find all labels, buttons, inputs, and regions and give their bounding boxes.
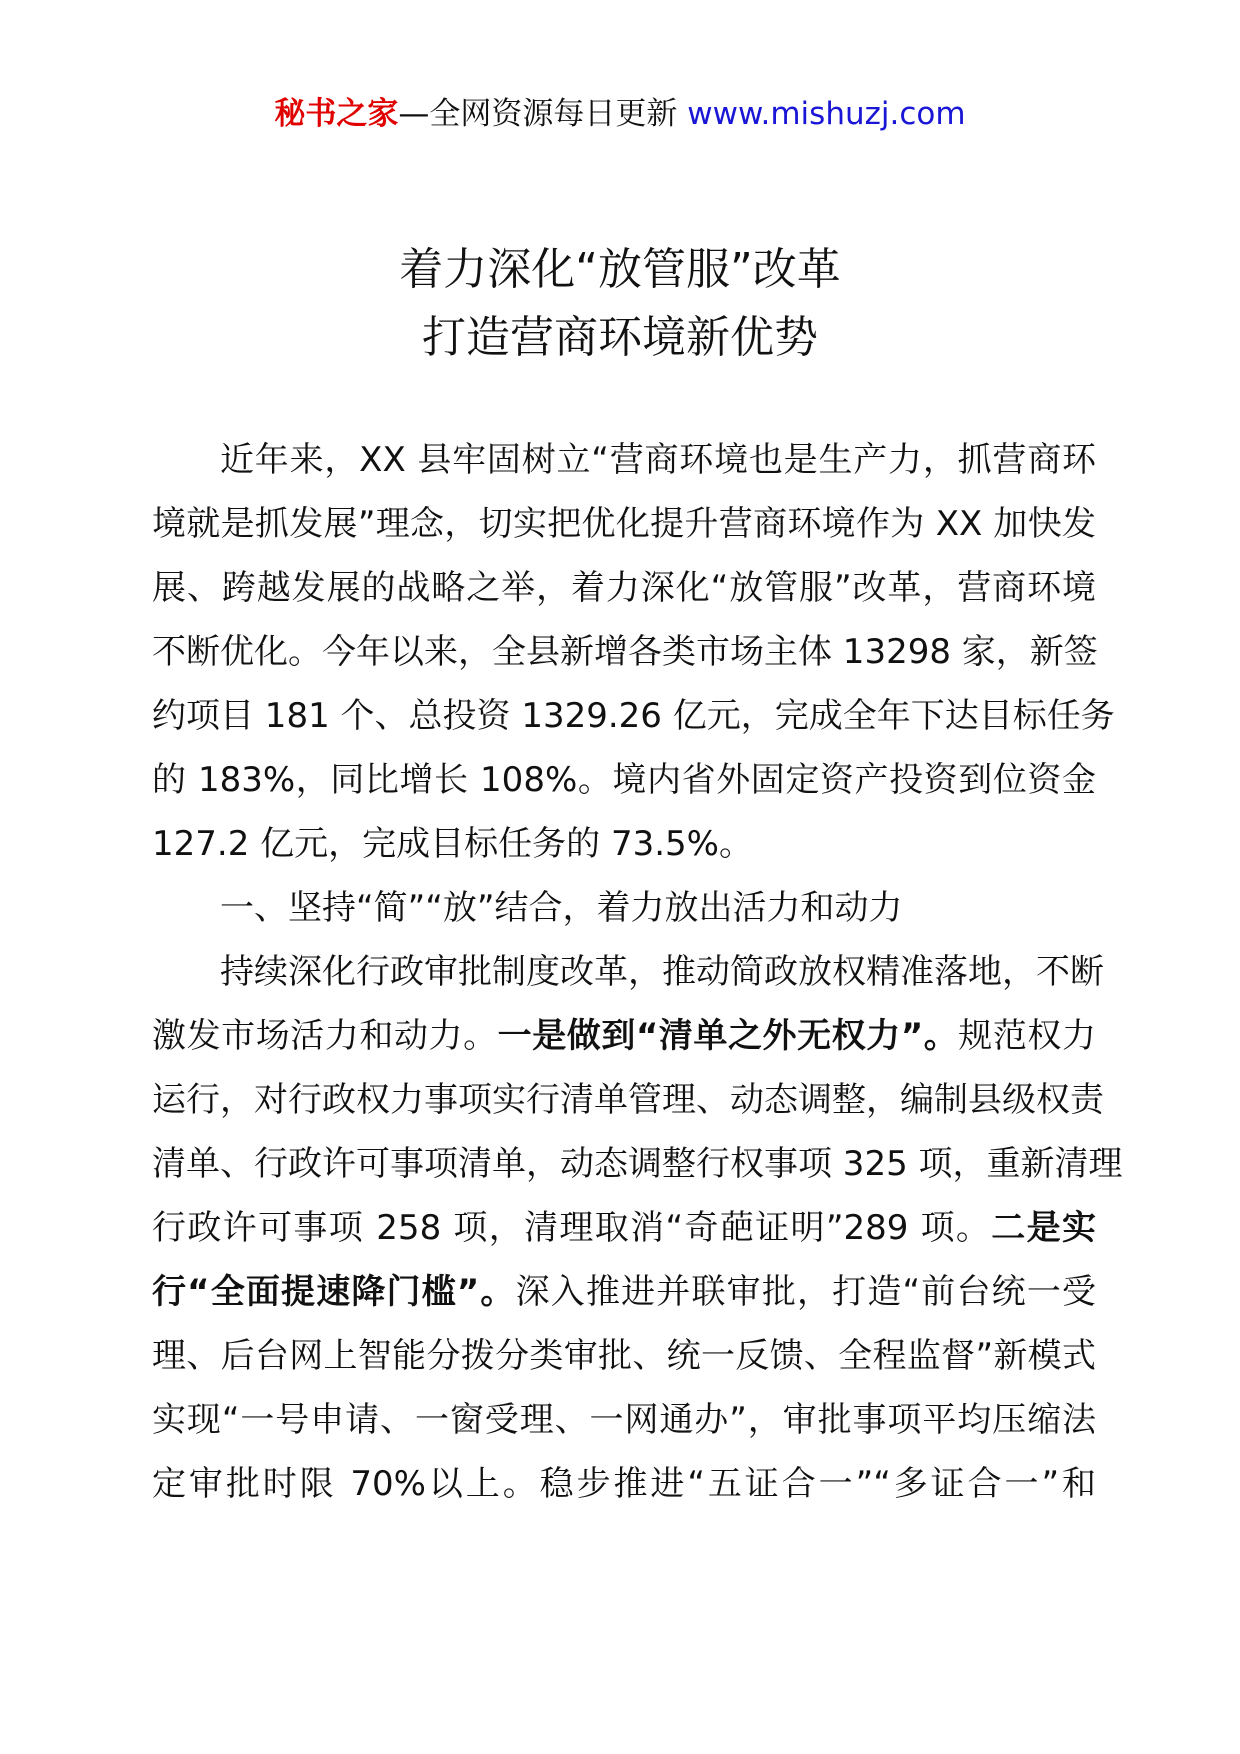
- bold-point-2-start: 二是实: [991, 1208, 1096, 1248]
- text-run: 深入推进并联审批，打造“前台统一受: [515, 1272, 1096, 1312]
- site-header: [0, 92, 1240, 136]
- paragraph-2-line: 持续深化行政审批制度改革，推动简政放权精准落地，不断: [220, 952, 1104, 992]
- text-run: 规范权力: [958, 1016, 1096, 1056]
- bold-point-2-end: 行“全面提速降门槛”。: [152, 1272, 516, 1312]
- paragraph-2-line: [152, 1004, 1096, 1068]
- paragraph-1-line: 境就是抓发展”理念，切实把优化提升营商环境作为 XX 加快发: [152, 504, 1096, 544]
- website-link[interactable]: www.mishuzj.com: [687, 96, 966, 132]
- paragraph-1-line: 约项目 181 个、总投资 1329.26 亿元，完成全年下达目标任务: [152, 696, 1115, 736]
- title-line-1: 着力深化“放管服”改革: [399, 244, 841, 295]
- paragraph-2-line: [152, 1260, 1096, 1324]
- bold-point-1: 一是做到“清单之外无权力”。: [497, 1016, 959, 1056]
- paragraph-1-line: 展、跨越发展的战略之举，着力深化“放管服”改革，营商环境: [152, 568, 1096, 608]
- document-title: [0, 236, 1240, 372]
- paragraph-2-line: 运行，对行政权力事项实行清单管理、动态调整，编制县级权责: [152, 1080, 1104, 1120]
- title-line-2: 打造营商环境新优势: [422, 312, 818, 363]
- header-tagline: —全网资源每日更新: [398, 96, 678, 132]
- paragraph-2-line: 定审批时限 70%以上。稳步推进“五证合一”“多证合一”和: [152, 1464, 1096, 1504]
- paragraph-2-line: 清单、行政许可事项清单，动态调整行权事项 325 项，重新清理: [152, 1144, 1123, 1184]
- paragraph-2-line: 理、后台网上智能分拨分类审批、统一反馈、全程监督”新模式: [152, 1336, 1096, 1376]
- paragraph-1-line: 的 183%，同比增长 108%。境内省外固定资产投资到位资金: [152, 760, 1096, 800]
- paragraph-1-line: 不断优化。今年以来，全县新增各类市场主体 13298 家，新签: [152, 632, 1098, 672]
- text-run: 行政许可事项 258 项，清理取消“奇葩证明”289 项。: [152, 1208, 992, 1248]
- paragraph-1-line: 127.2 亿元，完成目标任务的 73.5%。: [152, 824, 753, 864]
- brand-name: 秘书之家: [274, 96, 399, 132]
- paragraph-2-line: [152, 1196, 1096, 1260]
- paragraph-2-line: 实现“一号申请、一窗受理、一网通办”，审批事项平均压缩法: [152, 1400, 1096, 1440]
- section-heading-1: 一、坚持“简”“放”结合，着力放出活力和动力: [220, 888, 903, 928]
- document-body: [152, 428, 1123, 1516]
- text-run: 激发市场活力和动力。: [152, 1016, 498, 1056]
- paragraph-1-line: 近年来，XX 县牢固树立“营商环境也是生产力，抓营商环: [220, 440, 1096, 480]
